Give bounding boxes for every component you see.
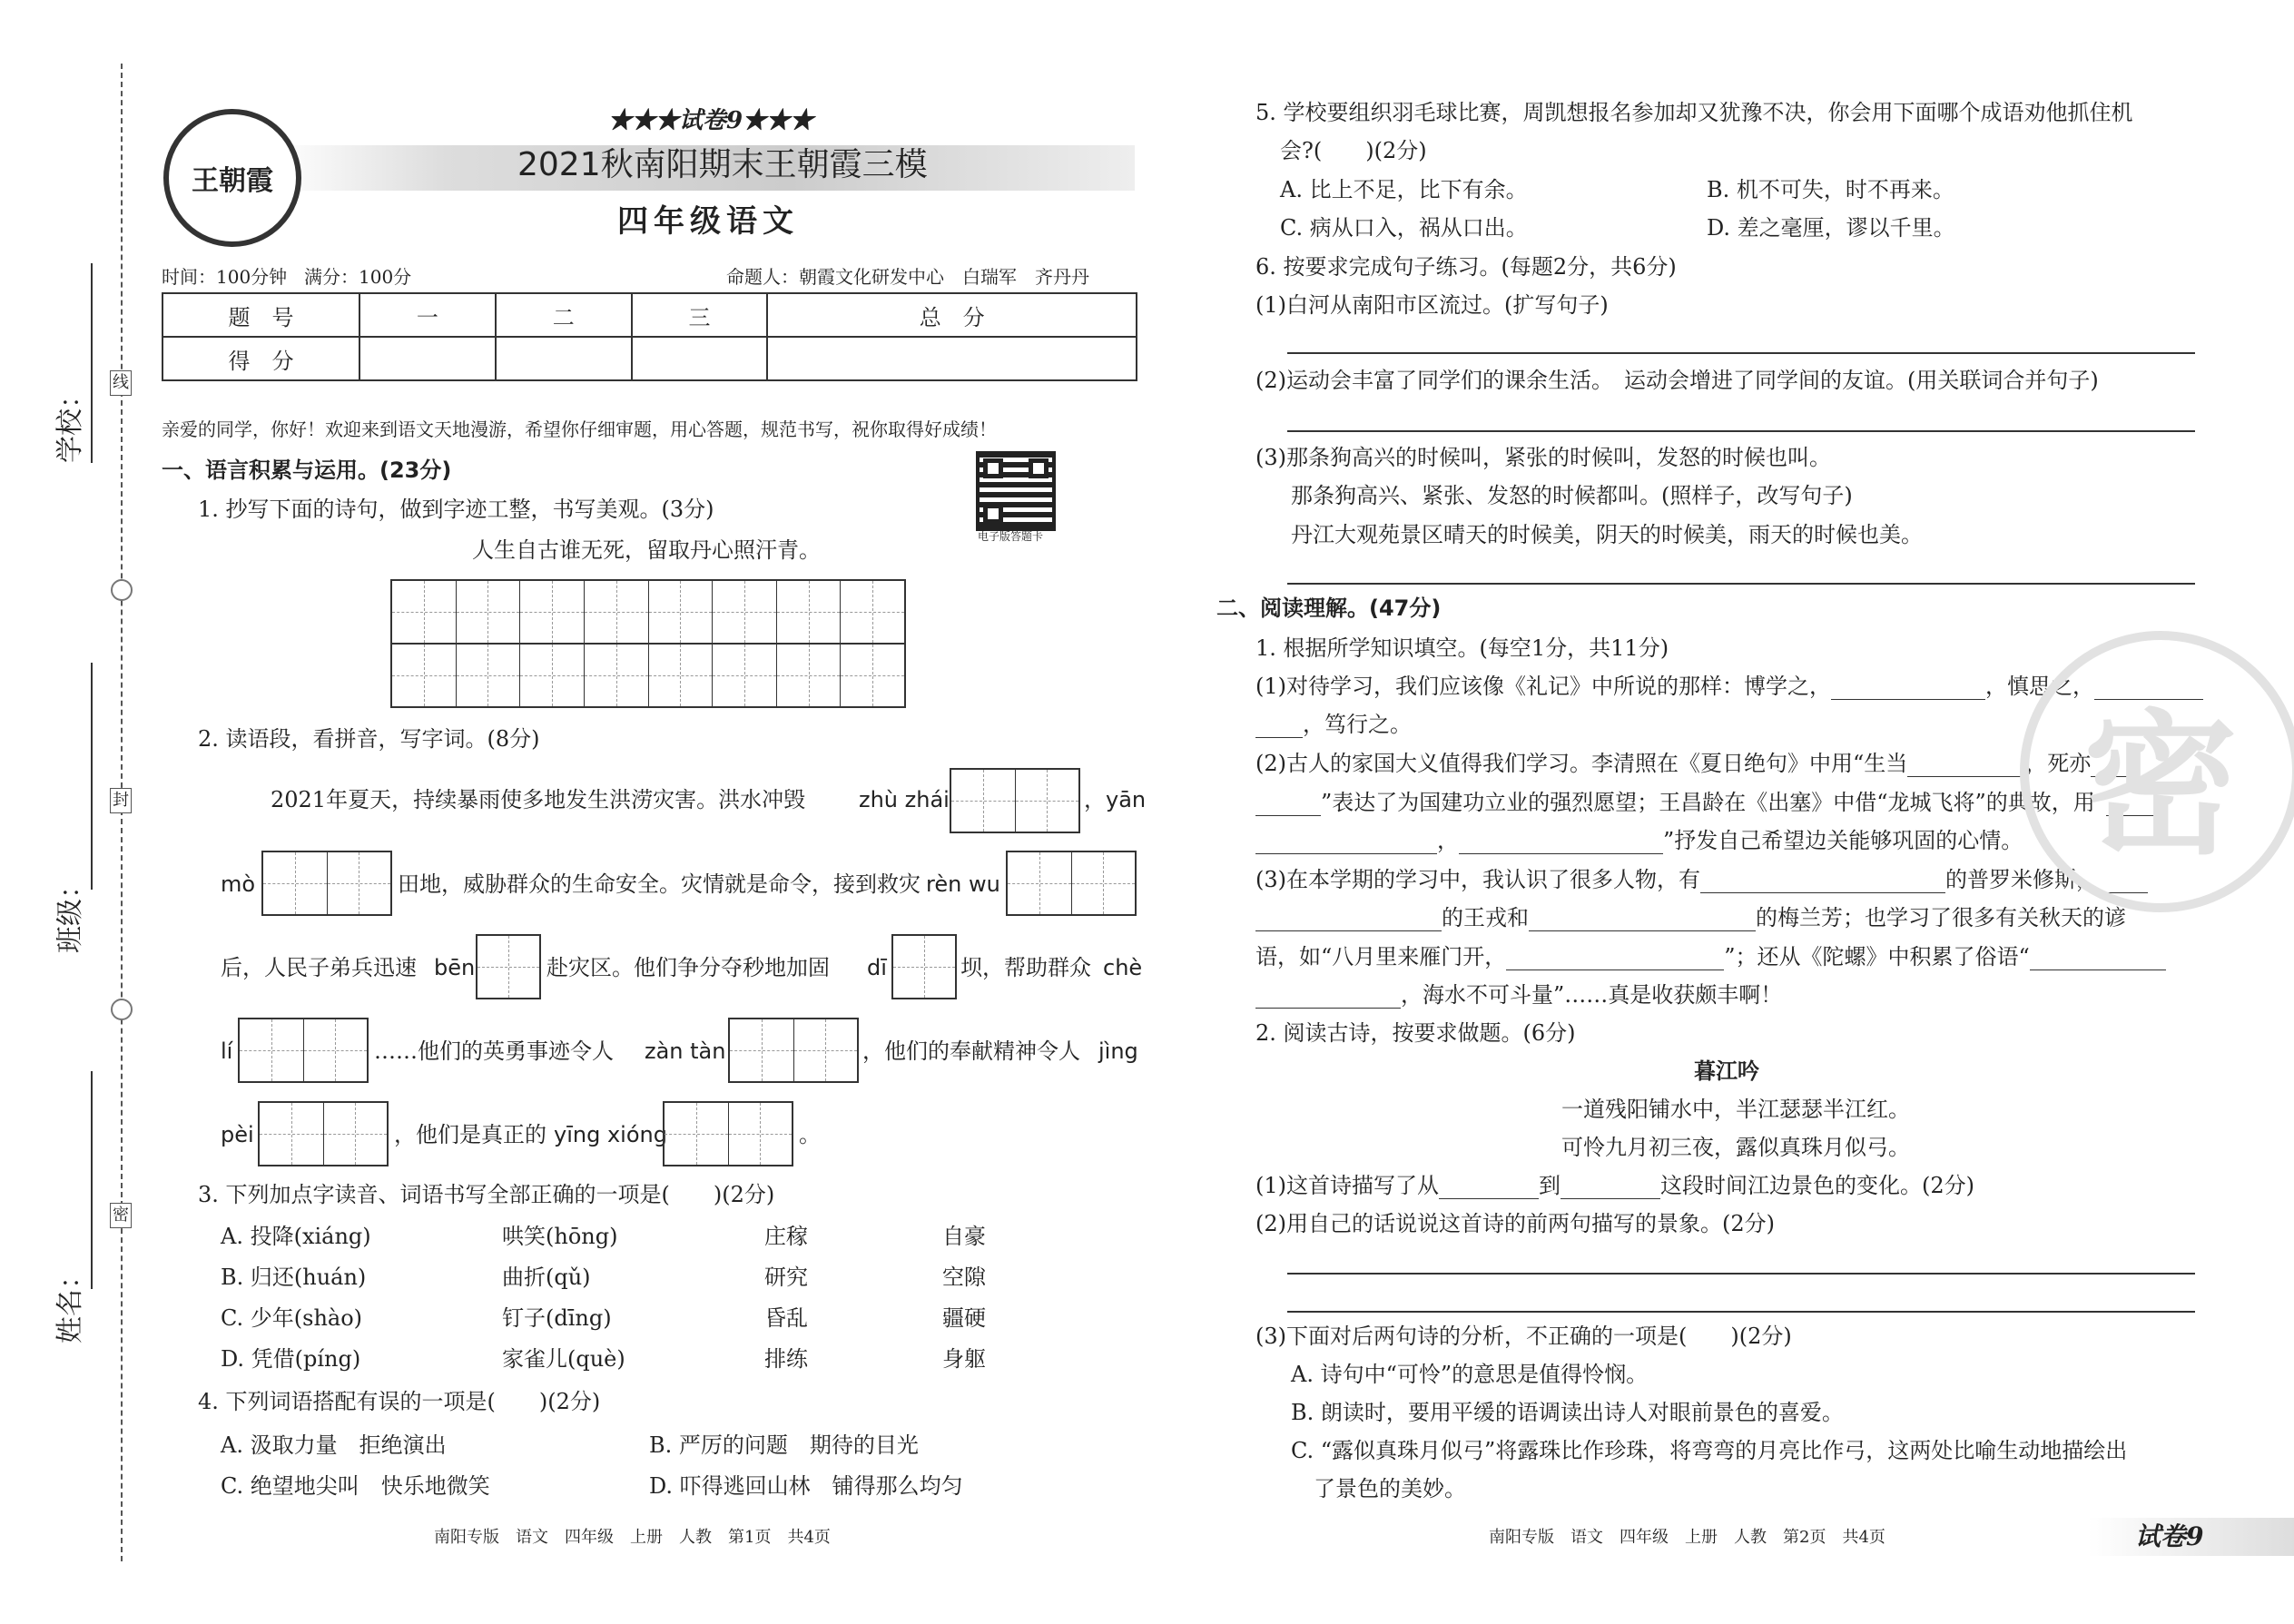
q4-stem: 4. 下列词语搭配有误的一项是( )(2分) <box>198 1389 601 1414</box>
answer-blank[interactable] <box>1506 950 1724 970</box>
q1-poem: 人生自古谁无死，留取丹心照汗青。 <box>472 537 821 563</box>
s2-q1-l2-text: ”抒发自己希望边关能够巩固的心情。 <box>1663 828 2023 853</box>
s2-q1-l2 <box>1255 751 2145 777</box>
score-cell[interactable] <box>767 337 1137 380</box>
s2-q1-l3-text: (3)在本学期的学习中，我认识了很多人物，有 <box>1255 867 1700 892</box>
series-badge: ★★★试卷9★★★ <box>608 107 814 134</box>
s2-q1-l1-text: ，笃行之。 <box>1303 712 1412 737</box>
copy-grid-row-2[interactable] <box>390 643 906 708</box>
pinyin: ，yān <box>1084 787 1147 812</box>
q1-stem: 1. 抄写下面的诗句，做到字迹工整，书写美观。(3分) <box>198 497 714 522</box>
s2-q1-l2-cont2 <box>1255 828 2023 854</box>
mark-feng: 封 <box>110 788 132 813</box>
answer-blank[interactable] <box>1907 756 2025 777</box>
s2-q1-l3-text: 的梅兰芳；也学习了很多有关秋天的谚 <box>1756 905 2126 930</box>
answer-blank[interactable] <box>1255 988 1401 1009</box>
s2-q1-l3-cont3 <box>1255 982 1782 1009</box>
q2-text: ……他们的英勇事迹令人 <box>374 1038 614 1064</box>
q3-word: 昏乱 <box>764 1305 808 1331</box>
s2-q1-l3-text: 语，如“八月里来雁门开， <box>1255 944 1507 969</box>
s2-q1-l1-text: ，慎思之， <box>1985 674 2094 699</box>
q3-word: 自豪 <box>942 1224 986 1249</box>
pinyin: jìng <box>1098 1038 1138 1064</box>
answer-line[interactable] <box>1287 1273 2195 1275</box>
q3-word: 排练 <box>764 1346 808 1372</box>
pinyin: chè <box>1103 955 1143 980</box>
class-input-line[interactable] <box>91 663 93 890</box>
poem-line-2: 可怜九月初三夜，露似真珠月似弓。 <box>1561 1135 1910 1160</box>
q3-word: 哄笑(hōng) <box>502 1224 618 1249</box>
q5-option-d[interactable]: D. 差之毫厘，谬以千里。 <box>1707 215 1955 241</box>
q3-option[interactable]: B. 归还(huán) <box>221 1265 367 1290</box>
q2-text: 赴灾区。他们争分夺秒地加固 <box>546 955 830 980</box>
answer-blank[interactable] <box>1529 910 1756 931</box>
score-col: 三 <box>632 293 768 337</box>
q2-text: 后，人民子弟兵迅速 <box>221 955 417 980</box>
time-info: 时间：100分钟 <box>162 266 288 288</box>
section1-title: 一、语言积累与运用。(23分) <box>162 458 452 483</box>
q5-option-a[interactable]: A. 比上不足，比下有余。 <box>1280 177 1528 202</box>
full-score-info: 满分：100分 <box>304 266 412 288</box>
pinyin: zhù zhái <box>859 787 950 812</box>
q3-option[interactable]: D. 凭借(píng) <box>221 1346 361 1372</box>
poem-line-1: 一道残阳铺水中，半江瑟瑟半江红。 <box>1561 1097 1910 1122</box>
exam-title: 2021秋南阳期末王朝霞三模 <box>517 146 928 183</box>
answer-blank[interactable] <box>2030 950 2166 970</box>
school-input-line[interactable] <box>91 263 93 463</box>
s2-q1-l1-text: (1)对待学习，我们应该像《礼记》中所说的那样：博学之， <box>1255 674 1831 699</box>
q3-word: 研究 <box>764 1265 808 1290</box>
q4-option-b[interactable]: B. 严厉的问题 期待的目光 <box>649 1432 919 1458</box>
score-cell[interactable] <box>496 337 632 380</box>
answer-grid[interactable] <box>258 1101 389 1166</box>
answer-grid[interactable] <box>663 1101 793 1166</box>
answer-line[interactable] <box>1287 352 2195 354</box>
answer-grid[interactable] <box>950 768 1080 833</box>
q5-stem: 5. 学校要组织羽毛球比赛，周凯想报名参加却又犹豫不决，你会用下面哪个成语劝他抓住机 <box>1255 100 2133 125</box>
name-input-line[interactable] <box>91 1071 93 1289</box>
pinyin: zàn tàn <box>645 1038 726 1064</box>
s2-q2-option-a[interactable]: A. 诗句中“可怜”的意思是值得怜悯。 <box>1291 1362 1649 1387</box>
s2-q1-l3-text: ”；还从《陀螺》中积累了俗语“ <box>1724 944 2030 969</box>
binding-hole-icon <box>111 999 133 1020</box>
poem-title: 暮江吟 <box>1694 1058 1759 1084</box>
answer-blank[interactable] <box>1255 833 1437 854</box>
q3-word: 家雀儿(què) <box>502 1346 625 1372</box>
qr-caption: 电子版答题卡 <box>978 530 1044 543</box>
q4-option-a[interactable]: A. 汲取力量 拒绝演出 <box>221 1432 447 1458</box>
s2-q2-s2: (2)用自己的话说说这首诗的前两句描写的景象。(2分) <box>1255 1211 1775 1236</box>
q3-word: 空隙 <box>942 1265 986 1290</box>
q6-s3c: 丹江大观苑景区晴天的时候美，阴天的时候美，雨天的时候也美。 <box>1291 522 1923 547</box>
q6-s3a: (3)那条狗高兴的时候叫，紧张的时候叫，发怒的时候也叫。 <box>1255 445 1831 470</box>
s2-q2-s1 <box>1255 1173 1974 1199</box>
binding-hole-icon <box>111 579 133 601</box>
q4-option-d[interactable]: D. 吓得逃回山林 铺得那么均匀 <box>649 1473 963 1499</box>
q3-word: 疆硬 <box>942 1305 986 1331</box>
q3-stem: 3. 下列加点字读音、词语书写全部正确的一项是( )(2分) <box>198 1182 775 1207</box>
pinyin: yīng xióng <box>554 1122 667 1147</box>
s2-q1-l2-text: ”表达了为国建功立业的强烈愿望；王昌龄在《出塞》中借“龙城飞将”的典故，用“ <box>1321 790 2107 815</box>
mark-xian: 线 <box>110 370 132 396</box>
pinyin: pèi <box>221 1122 254 1147</box>
s2-q1-l3-text: 的普罗米修斯， <box>1945 867 2098 892</box>
q4-option-c[interactable]: C. 绝望地尖叫 快乐地微笑 <box>221 1473 490 1499</box>
answer-blank[interactable] <box>1831 679 1985 700</box>
s2-q1-l3-text: 的王戎和 <box>1442 905 1529 930</box>
footer-badge: 试卷9 <box>2135 1521 2204 1551</box>
qr-code-icon <box>976 451 1056 531</box>
q3-option[interactable]: C. 少年(shào) <box>221 1305 363 1331</box>
school-label: 学校： <box>54 381 86 463</box>
pinyin: rèn wu <box>926 871 1000 897</box>
s2-q2-option-b[interactable]: B. 朗读时，要用平缓的语调读出诗人对眼前景色的喜爱。 <box>1291 1400 1844 1425</box>
q2-text: 2021年夏天，持续暴雨使多地发生洪涝灾害。洪水冲毁 <box>271 787 806 812</box>
score-table <box>162 292 1137 381</box>
answer-grid[interactable] <box>891 934 957 999</box>
s2-q2-s3: (3)下面对后两句诗的分析，不正确的一项是( )(2分) <box>1255 1324 1792 1349</box>
answer-blank[interactable] <box>1700 872 1945 893</box>
watermark-char: 密 <box>2082 694 2238 876</box>
pinyin: dī <box>867 955 887 980</box>
class-label: 班级： <box>54 871 86 953</box>
score-col: 二 <box>496 293 632 337</box>
s2-q1-l2-text: ， <box>1437 828 1459 853</box>
watermark-seal-icon <box>2020 631 2294 912</box>
answer-grid[interactable] <box>261 851 392 916</box>
answer-line[interactable] <box>1287 1311 2195 1313</box>
s2-q2-option-c-cont: 了景色的美妙。 <box>1314 1476 1466 1501</box>
s2-q1-l3-text: ，海水不可斗量”……真是收获颇丰啊！ <box>1401 982 1783 1008</box>
q2-text: 。 <box>799 1122 821 1147</box>
authors-info: 命题人：朝霞文化研发中心 白瑞军 齐丹丹 <box>726 266 1089 288</box>
s2-q1-l3 <box>1255 867 2148 893</box>
score-col: 总 分 <box>767 293 1137 337</box>
q5-stem: 会?( )(2分) <box>1280 138 1427 163</box>
answer-grid[interactable] <box>728 1018 859 1083</box>
answer-grid[interactable] <box>1006 851 1137 916</box>
q6-s1: (1)白河从南阳市区流过。(扩写句子) <box>1255 292 1609 318</box>
q3-option[interactable]: A. 投降(xiáng) <box>221 1224 371 1249</box>
answer-grid[interactable] <box>476 934 541 999</box>
greeting: 亲爱的同学，你好！欢迎来到语文天地漫游，希望你仔细审题，用心答题，规范书写，祝你取得好成绩！ <box>162 418 997 440</box>
q2-text: 田地，威胁群众的生命安全。灾情就是命令，接到救灾 <box>398 871 921 897</box>
answer-blank[interactable] <box>1255 910 1442 931</box>
score-row-header: 得 分 <box>162 337 359 380</box>
s2-q1-l3-cont2 <box>1255 944 2166 970</box>
s2-q2-s1-text: 这段时间江边景色的变化。(2分) <box>1660 1173 1974 1198</box>
q6-stem: 6. 按要求完成句子练习。(每题2分，共6分) <box>1255 254 1677 280</box>
s2-q1-l2-text: (2)古人的家国大义值得我们学习。李清照在《夏日绝句》中用“生当 <box>1255 751 1908 776</box>
q2-text: 坝，帮助群众 <box>960 955 1091 980</box>
answer-blank[interactable] <box>1459 833 1663 854</box>
answer-line[interactable] <box>1287 430 2195 432</box>
q2-stem: 2. 读语段，看拼音，写字词。(8分) <box>198 726 540 752</box>
s2-q1-l3-cont <box>1255 905 2126 931</box>
q6-s3b: 那条狗高兴、紧张、发怒的时候都叫。(照样子，改写句子) <box>1291 483 1853 508</box>
answer-grid[interactable] <box>238 1018 369 1083</box>
pinyin: bēn <box>434 955 476 980</box>
s2-q2-stem: 2. 阅读古诗，按要求做题。(6分) <box>1255 1020 1576 1046</box>
q6-s2: (2)运动会丰富了同学们的课余生活。 运动会增进了同学间的友谊。(用关联词合并句子) <box>1255 368 2099 393</box>
copy-grid-row-1[interactable] <box>390 579 906 645</box>
footer-right: 南阳专版 语文 四年级 上册 人教 第2页 共4页 <box>1489 1528 1885 1547</box>
q5-option-b[interactable]: B. 机不可失，时不再来。 <box>1707 177 1954 202</box>
binding-margin <box>0 0 154 1624</box>
name-label: 姓名： <box>54 1262 86 1343</box>
pinyin: lí <box>221 1038 233 1064</box>
pinyin: mò <box>221 871 256 897</box>
section2-title: 二、阅读理解。(47分) <box>1216 595 1442 621</box>
score-row-header: 题 号 <box>162 293 359 337</box>
s2-q1-stem: 1. 根据所学知识填空。(每空1分，共11分) <box>1255 635 1669 661</box>
answer-blank[interactable] <box>1255 795 1321 816</box>
logo-icon <box>163 109 301 247</box>
answer-blank[interactable] <box>1561 1178 1660 1199</box>
s2-q2-option-c[interactable]: C. “露似真珠月似弓”将露珠比作珍珠，将弯弯的月亮比作弓，这两处比喻生动地描绘出 <box>1291 1438 2128 1463</box>
q3-word: 身躯 <box>942 1346 986 1372</box>
answer-line[interactable] <box>1287 583 2195 585</box>
q3-word: 庄稼 <box>764 1224 808 1249</box>
s2-q2-s1-text: 到 <box>1539 1173 1561 1198</box>
q3-word: 钉子(dīng) <box>502 1305 612 1331</box>
answer-blank[interactable] <box>1439 1178 1539 1199</box>
score-col: 一 <box>359 293 496 337</box>
q2-text: ，他们的奉献精神令人 <box>862 1038 1080 1064</box>
score-cell[interactable] <box>632 337 768 380</box>
logo-text: 王朝霞 <box>192 165 273 197</box>
answer-blank[interactable] <box>1255 717 1303 738</box>
s2-q1-l2-text: ，死亦 <box>2025 751 2092 776</box>
exam-subtitle: 四年级语文 <box>617 203 799 240</box>
s2-q2-s1-text: (1)这首诗描写了从 <box>1255 1173 1439 1198</box>
footer-left: 南阳专版 语文 四年级 上册 人教 第1页 共4页 <box>434 1528 831 1547</box>
mark-mi: 密 <box>110 1203 132 1228</box>
s2-q1-l1-cont <box>1255 712 1412 738</box>
q3-word: 曲折(qǔ) <box>502 1265 591 1290</box>
q5-option-c[interactable]: C. 病从口入，祸从口出。 <box>1280 215 1528 241</box>
q2-text: ，他们是真正的 <box>394 1122 546 1147</box>
score-cell[interactable] <box>359 337 496 380</box>
